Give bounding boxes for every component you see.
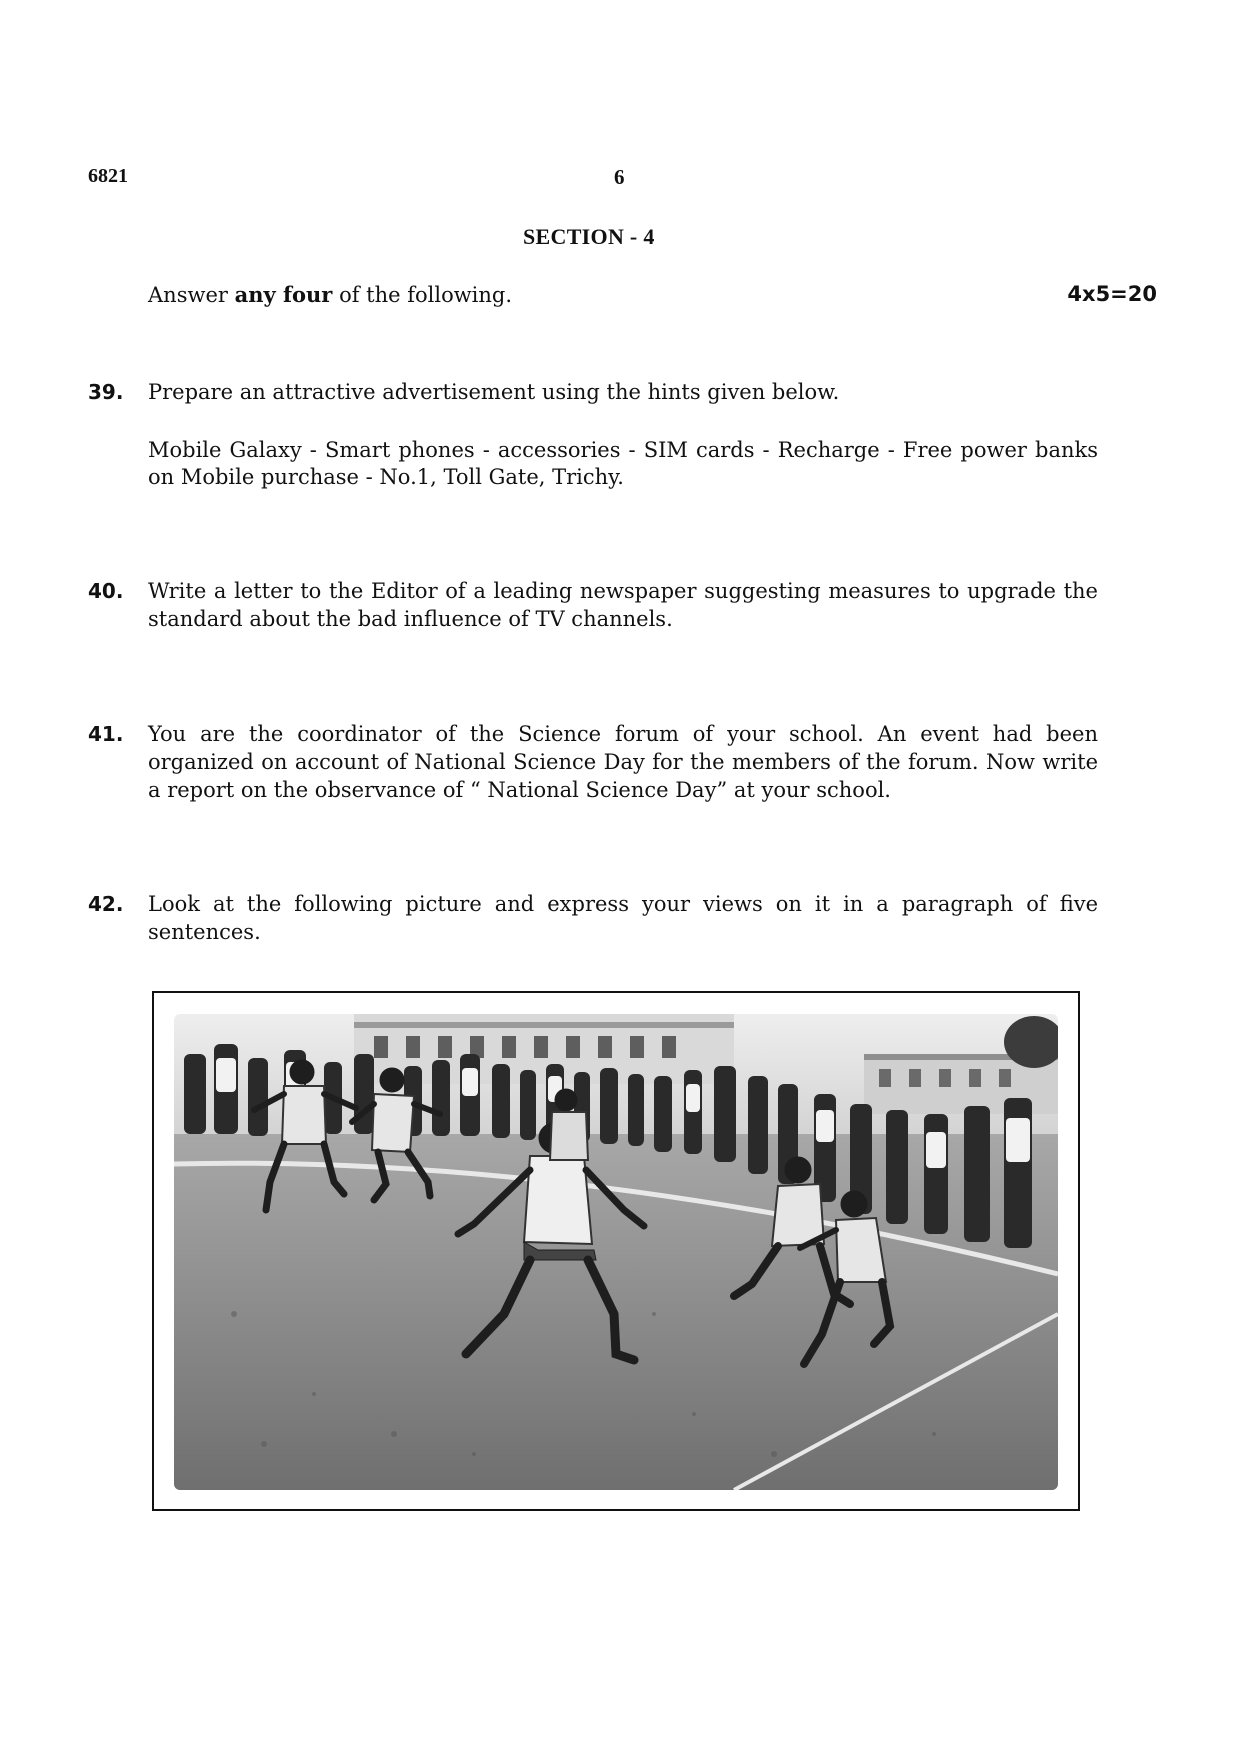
- instruction-emphasis: any four: [234, 282, 333, 307]
- question-number-40: 40.: [88, 579, 124, 603]
- instruction-post: of the following.: [339, 283, 513, 307]
- section-instruction: [148, 282, 512, 307]
- page-number: 6: [614, 165, 625, 189]
- paper-code: 6821: [88, 165, 128, 187]
- question-text-41: You are the coordinator of the Science forum of your school. An event had been organized on account of National Science Day for the members of the forum. Now write a report on the observance of “ National Science Day” at your school.: [148, 722, 1098, 802]
- question-hints-39: Mobile Galaxy - Smart phones - accessories - SIM cards - Recharge - Free power banks on Mobile purchase - No.1, Toll Gate, Trichy.: [148, 438, 1098, 489]
- question-number-42: 42.: [88, 892, 124, 916]
- kabaddi-photo-drawing: [174, 1014, 1058, 1490]
- instruction-pre: Answer: [148, 283, 228, 307]
- question-text-39: Prepare an attractive advertisement using the hints given below.: [148, 380, 840, 404]
- question-text-42: Look at the following picture and express your views on it in a paragraph of five sentences.: [148, 892, 1098, 944]
- question-text-40: Write a letter to the Editor of a leading newspaper suggesting measures to upgrade the standard about the bad influence of TV channels.: [148, 579, 1098, 631]
- picture-frame: [152, 991, 1080, 1511]
- section-marks: 4x5=20: [1067, 282, 1157, 306]
- question-number-41: 41.: [88, 722, 124, 746]
- kabaddi-photo: [174, 1014, 1058, 1490]
- question-number-39: 39.: [88, 380, 124, 404]
- section-title: SECTION - 4: [523, 224, 655, 249]
